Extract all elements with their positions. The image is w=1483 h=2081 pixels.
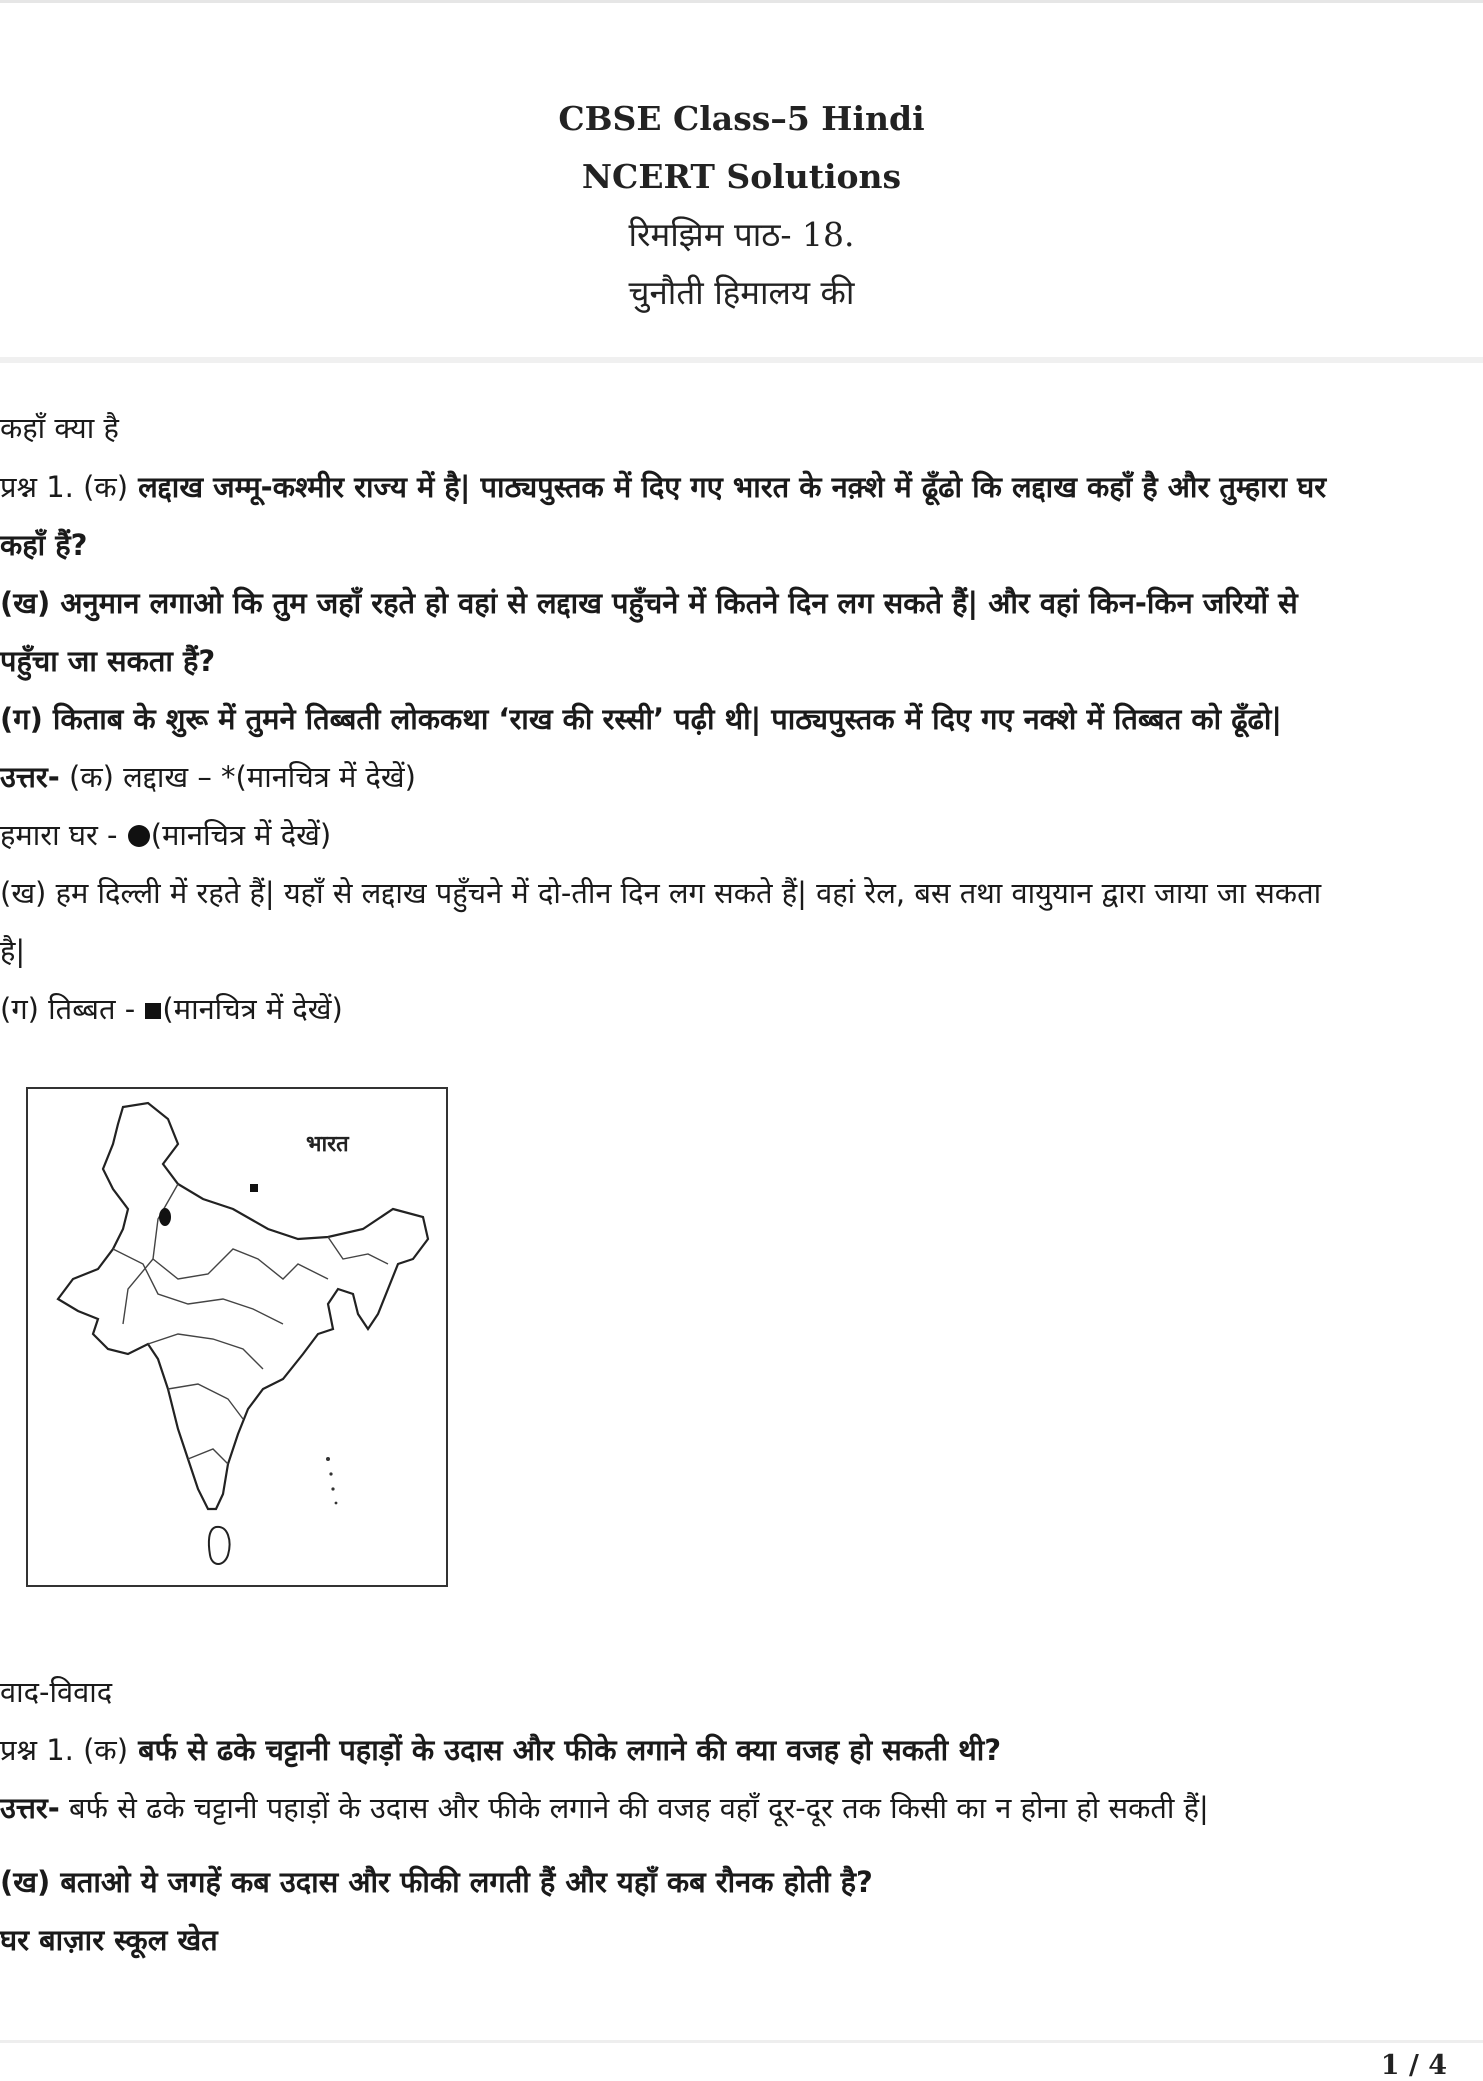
state-border — [188, 1449, 228, 1464]
answer-g-ref: (मानचित्र में देखें) — [162, 992, 343, 1026]
sri-lanka-outline — [209, 1527, 230, 1564]
header-lesson-title: चुनौती हिमालय की — [628, 273, 855, 312]
island-dot — [331, 1487, 334, 1490]
india-map — [26, 1087, 448, 1587]
island-dot — [326, 1457, 330, 1461]
state-border — [113, 1249, 283, 1324]
header-title: CBSE Class–5 Hindi — [558, 99, 925, 138]
state-border — [328, 1237, 388, 1264]
answer-home-ref: (मानचित्र में देखें) — [150, 818, 332, 852]
answer-label: उत्तर- — [0, 760, 60, 794]
question-label: प्रश्न 1. (क) — [0, 470, 129, 504]
state-border — [148, 1334, 263, 1369]
header-chapter: रिमझिम पाठ- 18. — [628, 215, 855, 254]
section-heading-debate: वाद-विवाद — [0, 1675, 113, 1709]
answer-1-k — [0, 757, 416, 796]
question-1-g: (ग) किताब के शुरू में तुमने तिब्बती लोककथा ‘राख की रस्सी’ पढ़ी थी| पाठ्यपुस्तक में दिए गए नक्शे में तिब्बत को ढूँढो| — [0, 702, 1282, 736]
top-border — [0, 0, 1483, 3]
home-marker — [159, 1208, 171, 1226]
question-2-kh: (ख) बताओ ये जगहें कब उदास और फीकी लगती हैं और यहाँ कब रौनक होती है? — [0, 1865, 873, 1899]
answer-2-k — [0, 1788, 1209, 1827]
answer-home — [0, 815, 331, 854]
circle-marker-icon — [128, 825, 150, 847]
answer-text: बर्फ से ढके चट्टानी पहाड़ों के उदास और फीके लगाने की वजह वहाँ दूर-दूर तक किसी का न होना हो सकती हैं| — [59, 1791, 1209, 1825]
state-border — [168, 1384, 243, 1419]
state-border — [123, 1259, 153, 1324]
question-1-kh: (ख) अनुमान लगाओ कि तुम जहाँ रहते हो वहां से लद्दाख पहुँचने में कितने दिन लग सकते हैं| और वहां किन-किन जरियों से — [0, 586, 1298, 620]
answer-g-text: (ग) तिब्बत - — [0, 992, 145, 1026]
answer-1-g — [0, 989, 343, 1028]
page-number: 1 / 4 — [1380, 2050, 1447, 2081]
question-1-k-cont: कहाँ हैं? — [0, 528, 88, 562]
question-text: लद्दाख जम्मू-कश्मीर राज्य में है| पाठ्यपुस्तक में दिए गए भारत के नक़्शे में ढूँढो कि लद्दाख कहाँ है और तुम्हारा घर — [128, 470, 1327, 504]
answer-home-text: हमारा घर - — [0, 818, 127, 852]
question-1-kh-cont: पहुँचा जा सकता हैं? — [0, 644, 216, 678]
question-2-k — [0, 1730, 1001, 1769]
document-header — [0, 90, 1483, 322]
header-subtitle: NCERT Solutions — [581, 157, 902, 196]
header-divider — [0, 357, 1483, 363]
island-dot — [335, 1502, 338, 1505]
state-border — [153, 1184, 328, 1279]
tibet-marker — [250, 1184, 258, 1192]
answer-label: उत्तर- — [0, 1791, 60, 1825]
answer-text: (क) लद्दाख – *(मानचित्र में देखें) — [59, 760, 416, 794]
footer-divider — [0, 2040, 1483, 2043]
question-text: बर्फ से ढके चट्टानी पहाड़ों के उदास और फीके लगाने की क्या वजह हो सकती थी? — [128, 1733, 1002, 1767]
question-1-k — [0, 467, 1326, 506]
square-marker-icon — [145, 1003, 161, 1019]
map-label: भारत — [306, 1132, 349, 1157]
answer-1-kh: (ख) हम दिल्ली में रहते हैं| यहाँ से लद्दाख पहुँचने में दो-तीन दिन लग सकते हैं| वहां रेल, बस तथा वायुयान द्वारा जाया जा सकता — [0, 876, 1322, 910]
places-list: घर बाज़ार स्कूल खेत — [0, 1923, 218, 1957]
india-map-drawing — [28, 1089, 446, 1585]
island-dot — [329, 1472, 332, 1475]
question-label: प्रश्न 1. (क) — [0, 1733, 129, 1767]
section-heading-where: कहाँ क्या है — [0, 411, 119, 445]
answer-1-kh-cont: है| — [0, 934, 26, 968]
